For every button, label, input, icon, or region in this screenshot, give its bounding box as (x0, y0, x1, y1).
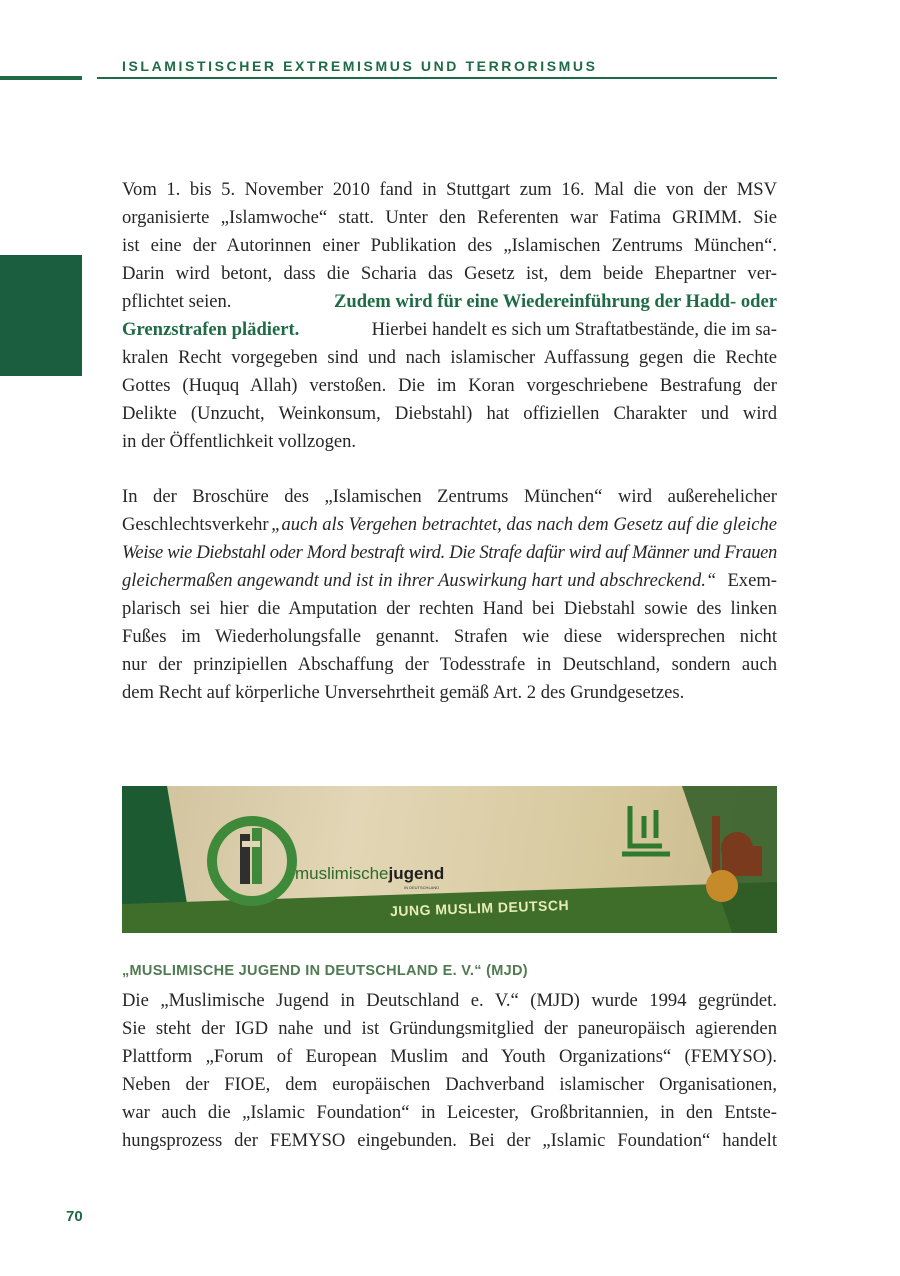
text-line: kralen Recht vorgegeben sind und nach islamischer Auffassung gegen die Rechte (122, 347, 777, 368)
text-line (122, 288, 777, 316)
text-line (122, 511, 777, 539)
text-line: nur der prinzipiellen Abschaffung der Todesstrafe in Deutschland, sondern auch (122, 654, 777, 675)
highlighted-statement: Grenzstrafen plädiert. (122, 319, 300, 340)
text-line: Die „Muslimische Jugend in Deutschland e. V.“ (MJD) wurde 1994 gegründet. (122, 990, 777, 1011)
section-heading: „MUSLIMISCHE JUGEND IN DEUTSCHLAND E. V.“ (MJD) (122, 963, 528, 979)
text-line: organisierte „Islamwoche“ statt. Unter den Referenten war Fatima GRIMM. Sie (122, 207, 777, 228)
text-fragment: Geschlechtsverkehr (122, 514, 269, 535)
quotation-line: Weise wie Diebstahl oder Mord bestraft wird. Die Strafe dafür wird auf Männer und Frauen (122, 542, 777, 563)
running-header: ISLAMISTISCHER EXTREMISMUS UND TERRORISMUS (122, 58, 598, 74)
paragraph-mjd (122, 987, 777, 1155)
text-line: Neben der FIOE, dem europäischen Dachverband islamischer Organisationen, (122, 1074, 777, 1095)
text-line: Vom 1. bis 5. November 2010 fand in Stuttgart zum 16. Mal die von der MSV (122, 179, 777, 200)
header-rule-left (0, 76, 82, 80)
text-line: ist eine der Autorinnen einer Publikation des „Islamischen Zentrums München“. (122, 235, 777, 256)
text-fragment: Hierbei handelt es sich um Straftatbestände, die im sa- (371, 319, 777, 340)
text-line: plarisch sei hier die Amputation der rechten Hand bei Diebstahl sowie des linken (122, 598, 777, 619)
text-line (122, 567, 777, 595)
logo-word-jugend: jugend (388, 864, 445, 883)
text-line: Delikte (Unzucht, Weinkonsum, Diebstahl) hat offiziellen Charakter und wird (122, 403, 777, 424)
paragraph-islamwoche (122, 176, 777, 456)
text-line: Gottes (Huquq Allah) verstoßen. Die im Koran vorgeschriebene Bestrafung der (122, 375, 777, 396)
logo-wordmark (295, 864, 444, 884)
text-fragment: Exem- (727, 570, 777, 591)
text-line: in der Öffentlichkeit vollzogen. (122, 431, 357, 452)
text-line (122, 316, 777, 344)
quotation: „auch als Vergehen betrachtet, das nach dem Gesetz auf die gleiche (271, 514, 777, 535)
highlighted-statement: Zudem wird für eine Wiedereinführung der Hadd- oder (333, 291, 777, 312)
text-line: In der Broschüre des „Islamischen Zentrums München“ wird außerehelicher (122, 486, 777, 507)
banner-slogan: JUNG MUSLIM DEUTSCH (389, 896, 570, 920)
header-rule (97, 77, 777, 79)
text-line: Darin wird betont, dass die Scharia das Gesetz ist, dem beide Ehepartner ver- (122, 263, 777, 284)
text-line: Plattform „Forum of European Muslim and Youth Organizations“ (FEMYSO). (122, 1046, 777, 1067)
paragraph-broschuere (122, 483, 777, 707)
page-number: 70 (66, 1208, 83, 1225)
side-tab-marker (0, 255, 82, 376)
text-line: war auch die „Islamic Foundation“ in Leicester, Großbritannien, in den Entste- (122, 1102, 777, 1123)
calligraphy-icon (622, 806, 670, 854)
quotation: gleichermaßen angewandt und ist in ihrer Auswirkung hart und abschreckend.“ (122, 570, 717, 591)
mjd-logo-icon (212, 821, 292, 901)
logo-subtitle: IN DEUTSCHLAND (404, 885, 440, 890)
text-line: dem Recht auf körperliche Unversehrtheit gemäß Art. 2 des Grundgesetzes. (122, 682, 685, 703)
text-fragment: pflichtet seien. (122, 291, 232, 312)
logo-word-muslimische: muslimische (295, 864, 389, 883)
text-line: Fußes im Wiederholungsfalle genannt. Strafen wie diese widersprechen nicht (122, 626, 777, 647)
mjd-banner-image (122, 786, 777, 933)
text-line: Sie steht der IGD nahe und ist Gründungsmitglied der paneuropäisch agierenden (122, 1018, 777, 1039)
text-line: hungsprozess der FEMYSO eingebunden. Bei der „Islamic Foundation“ handelt (122, 1130, 777, 1151)
